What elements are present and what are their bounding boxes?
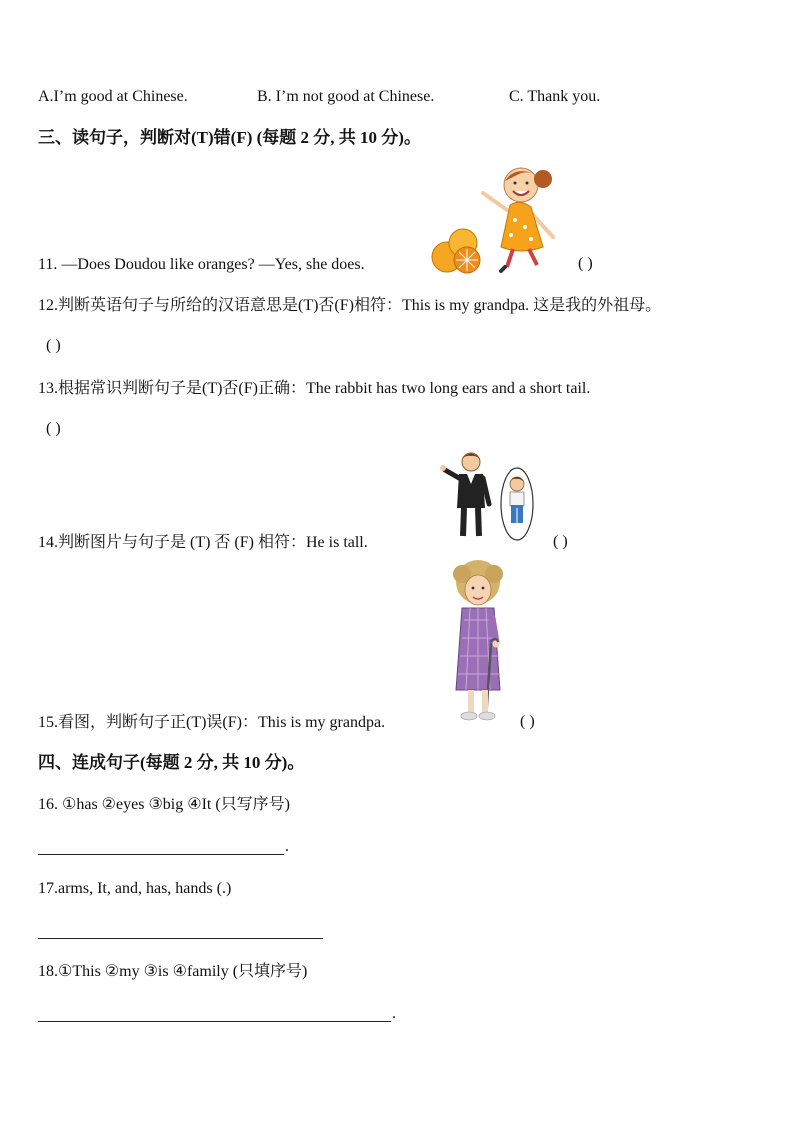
period-16: . (285, 838, 289, 855)
period-18: . (392, 1005, 396, 1022)
section-4-heading: 四、连成句子(每题 2 分, 共 10 分)。 (38, 753, 305, 772)
question-14: 14.判断图片与句子是 (T) 否 (F) 相符：He is tall. (38, 534, 368, 551)
section-3-heading: 三、读句子，判断对(T)错(F) (每题 2 分, 共 10 分)。 (38, 128, 421, 147)
question-13: 13.根据常识判断句子是(T)否(F)正确：The rabbit has two long ears and a short tail. (38, 380, 591, 397)
answer-paren-12[interactable]: ( ) (46, 337, 61, 354)
answer-paren-13[interactable]: ( ) (46, 420, 61, 437)
question-16: 16. ①has ②eyes ③big ④It (只写序号) (38, 796, 291, 813)
answer-line-16[interactable] (38, 853, 284, 855)
answer-line-17[interactable] (38, 937, 323, 939)
question-11: 11. —Does Doudou like oranges? —Yes, she does. (38, 256, 365, 273)
option-c: C. Thank you. (509, 88, 601, 105)
girl-with-oranges-icon (425, 165, 575, 275)
option-b: B. I’m not good at Chinese. (257, 88, 435, 105)
tall-man-and-boy-icon (437, 450, 547, 542)
question-17: 17.arms, It, and, has, hands (.) (38, 880, 232, 897)
option-a: A.I’m good at Chinese. (38, 88, 188, 105)
question-12: 12.判断英语句子与所给的汉语意思是(T)否(F)相符：This is my grandpa. 这是我的外祖母。 (38, 297, 662, 314)
answer-paren-14[interactable]: ( ) (553, 533, 568, 550)
grandmother-with-cane-icon (444, 560, 514, 725)
answer-line-18[interactable] (38, 1020, 391, 1022)
question-15: 15.看图，判断句子正(T)误(F)：This is my grandpa. (38, 714, 386, 731)
answer-paren-15[interactable]: ( ) (520, 713, 535, 730)
answer-paren-11[interactable]: ( ) (578, 255, 593, 272)
question-18: 18.①This ②my ③is ④family (只填序号) (38, 963, 308, 980)
